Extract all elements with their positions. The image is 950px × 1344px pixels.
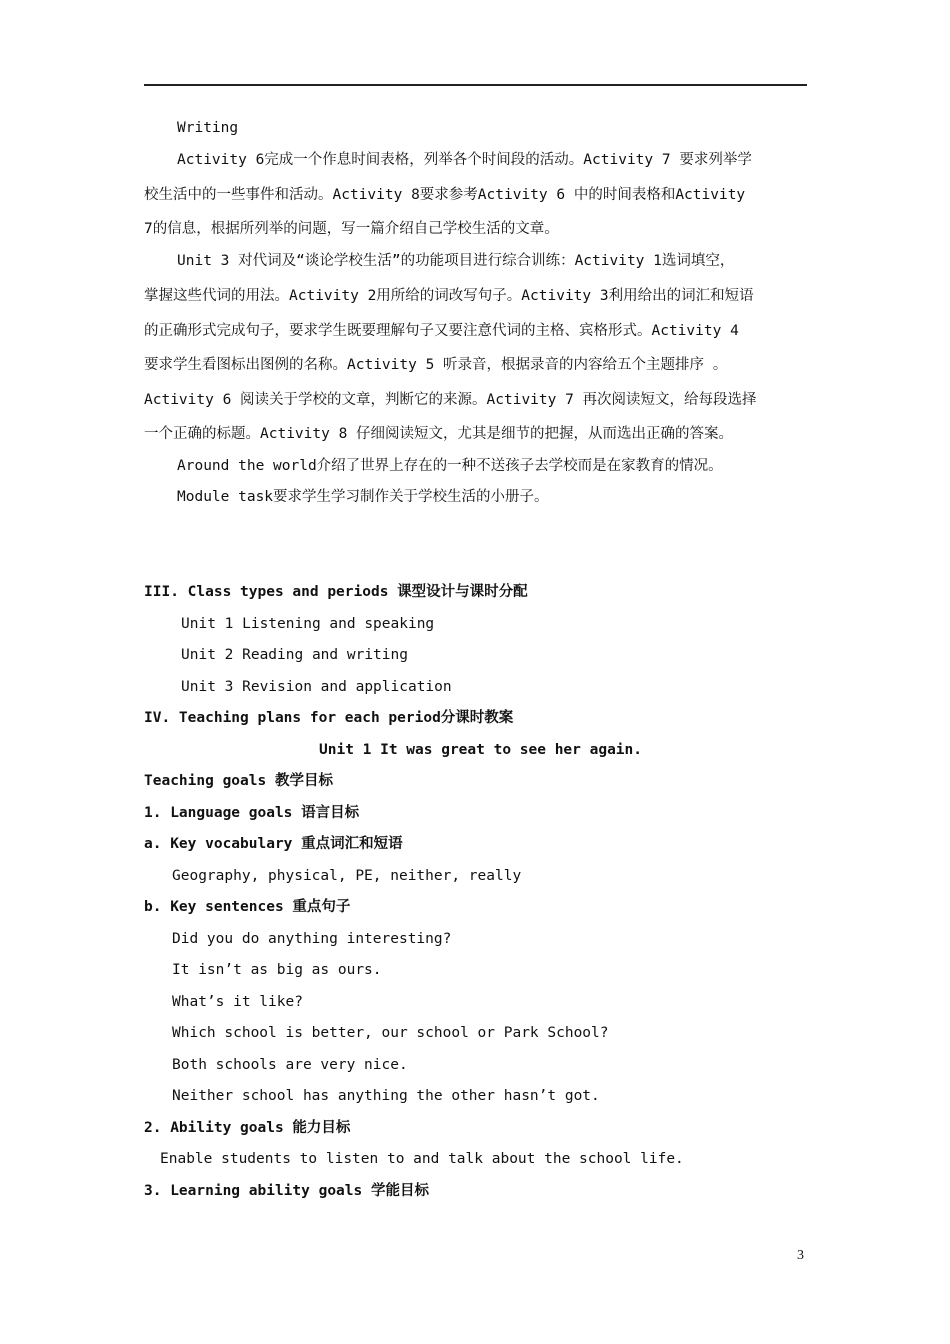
list-item: Geography, physical, PE, neither, really (172, 868, 522, 884)
header-rule (144, 84, 807, 86)
subheading: Teaching goals 教学目标 (144, 773, 333, 789)
subheading: 3. Learning ability goals 学能目标 (144, 1183, 429, 1199)
section-heading-iv: IV. Teaching plans for each period分课时教案 (144, 710, 514, 726)
paragraph-line: Unit 3 对代词及“谈论学校生活”的功能项目进行综合训练：Activity 1选词填空， (177, 253, 735, 269)
list-item: What’s it like? (172, 994, 303, 1010)
list-item: Neither school has anything the other hasn’t got. (172, 1088, 600, 1104)
subheading: 2. Ability goals 能力目标 (144, 1120, 351, 1136)
list-item: Did you do anything interesting? (172, 931, 452, 947)
subheading: b. Key sentences 重点句子 (144, 899, 351, 915)
paragraph-line: Activity 6完成一个作息时间表格，列举各个时间段的活动。Activity 7 要求列举学 (177, 152, 752, 168)
list-item: Enable students to listen to and talk about the school life. (160, 1151, 684, 1167)
list-item: It isn’t as big as ours. (172, 962, 382, 978)
paragraph-line: 要求学生看图标出图例的名称。Activity 5 听录音，根据录音的内容给五个主题排序 。 (144, 357, 728, 373)
unit-title: Unit 1 It was great to see her again. (319, 742, 643, 758)
section-heading-iii: III. Class types and periods 课型设计与课时分配 (144, 584, 528, 600)
list-item: Unit 2 Reading and writing (181, 647, 408, 663)
list-item: Unit 3 Revision and application (181, 679, 452, 695)
list-item: Unit 1 Listening and speaking (181, 616, 435, 632)
writing-heading: Writing (177, 120, 239, 136)
paragraph-line: 的正确形式完成句子，要求学生既要理解句子又要注意代词的主格、宾格形式。Activity 4 (144, 323, 739, 339)
paragraph-line: 7的信息，根据所列举的问题，写一篇介绍自己学校生活的文章。 (144, 221, 559, 237)
paragraph-line: Activity 6 阅读关于学校的文章，判断它的来源。Activity 7 再次阅读短文，给每段选择 (144, 392, 757, 408)
subheading: a. Key vocabulary 重点词汇和短语 (144, 836, 403, 852)
list-item: Which school is better, our school or Park School? (172, 1025, 609, 1041)
paragraph-line: Around the world介绍了世界上存在的一种不送孩子去学校而是在家教育的情况。 (177, 458, 723, 474)
page-number: 3 (797, 1248, 804, 1263)
paragraph-line: Module task要求学生学习制作关于学校生活的小册子。 (177, 489, 549, 505)
paragraph-line: 掌握这些代词的用法。Activity 2用所给的词改写句子。Activity 3利用给出的词汇和短语 (144, 288, 754, 304)
subheading: 1. Language goals 语言目标 (144, 805, 360, 821)
list-item: Both schools are very nice. (172, 1057, 408, 1073)
paragraph-line: 校生活中的一些事件和活动。Activity 8要求参考Activity 6 中的时间表格和Activity (144, 187, 746, 203)
paragraph-line: 一个正确的标题。Activity 8 仔细阅读短文，尤其是细节的把握，从而选出正确的答案。 (144, 426, 734, 442)
